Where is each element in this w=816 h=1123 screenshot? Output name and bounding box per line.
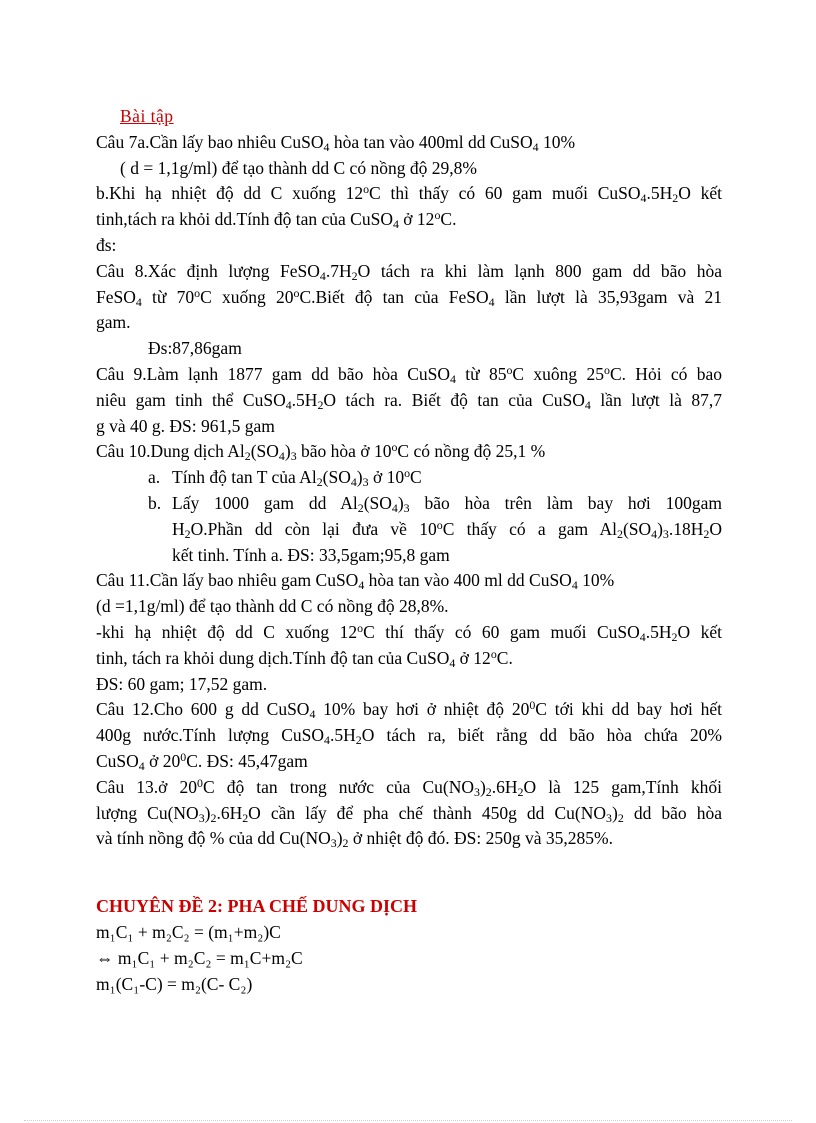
problem-11-l1: Câu 11.Cần lấy bao nhiêu gam CuSO$_4$ hòa tan vào 400 ml dd CuSO$_4$ 10% [96, 570, 615, 593]
problem-7 [96, 130, 722, 259]
page-bottom-divider [24, 1120, 792, 1121]
problem-10 [96, 439, 722, 568]
problem-13 [96, 775, 722, 852]
problem-10-item-b-l3: kết tinh. Tính a. ĐS: 33,5gam;95,8 gam [172, 544, 450, 565]
item-a-marker: a. [148, 467, 161, 488]
problem-9 [96, 362, 722, 439]
problem-9-l3: g và 40 g. ĐS: 961,5 gam [96, 415, 275, 436]
problem-9-l2: niêu gam tinh thể $CuSO_4.5H_2O$ tách ra. Biết độ tan của CuSO$_4$ lần lượt là 87,7 [96, 389, 722, 412]
problem-10-label: Câu 10. [96, 441, 151, 462]
formula-1: m₁C₁ + m₂C₂ = (m₁+m₂)C [96, 921, 281, 942]
problem-10-item-b-l1: b. Lấy 1000 gam dd $Al_2(SO_4)_3$ bão hòa trên làm bay hơi 100gam [148, 492, 722, 515]
problem-12-l3: CuSO$_4$ ở $20^0C$. ĐS: 45,47gam [96, 749, 308, 773]
section-title: Bài tập [120, 106, 174, 126]
problem-8-l1: Câu 8.Xác định lượng $FeSO_4.7H_2O$ tách ra khi làm lạnh 800 gam dd bão hòa [96, 260, 722, 283]
problem-13-l3: và tính nồng độ % của dd $Cu(NO_3)_2$ ở nhiệt độ đó. ĐS: 250g và 35,285%. [96, 828, 613, 851]
problem-13-l1: Câu 13.ở $20^0C$ độ tan trong nước của $Cu(NO_3)_2.6H_2O$ là 125 gam,Tính khối [96, 775, 722, 799]
problem-8-label: Câu 8. [96, 260, 148, 281]
problem-7-label: Câu 7a. [96, 131, 150, 152]
problem-10-l1: Câu 10.Dung dịch $Al_2(SO_4)_3$ bão hòa ở 10$^o$C có nồng độ 25,1 % [96, 440, 546, 464]
formula-2: ⇔ m₁C₁ + m₂C₂ = m₁C+m₂C [96, 947, 303, 968]
problem-7-part-b-l1: b.Khi hạ nhiệt độ dd C xuống 12$^o$C thì thấy có 60 gam muối $CuSO_4.5H_2O$ kết [96, 182, 722, 206]
problem-10-item-a: a. Tính độ tan T của $Al_2(SO_4)_3$ ở 10$^o$C [148, 466, 422, 490]
problem-12-l2: 400g nước.Tính lượng $CuSO_4.5H_2O$ tách ra, biết rằng dd bão hòa chứa 20% [96, 725, 723, 748]
problem-7-text: Cần lấy bao nhiêu CuSO$_4$ hòa tan vào 400ml dd CuSO$_4$ 10% [149, 131, 576, 154]
problem-13-label: Câu 13. [96, 776, 159, 797]
spacer [96, 852, 722, 894]
problem-7-part-b-l2: tinh,tách ra khỏi dd.Tính độ tan của CuSO$_4$ ở 12$^o$C. [96, 208, 457, 232]
chapter-heading: CHUYÊN ĐỀ 2: PHA CHẾ DUNG DỊCH [96, 896, 418, 917]
problem-9-l1: Câu 9.Làm lạnh 1877 gam dd bão hòa CuSO$_4$ từ 85$^o$C xuông 25$^o$C. Hỏi có bao [96, 363, 722, 386]
problem-8-l2: FeSO$_4$ từ 70$^o$C xuống 20$^o$C.Biết độ tan của FeSO$_4$ lần lượt là 35,93gam và 21 [96, 285, 722, 309]
problem-7-detail: ( d = 1,1g/ml) để tạo thành dd C có nồng độ 29,8% [120, 157, 477, 178]
problem-9-label: Câu 9. [96, 363, 147, 384]
problem-11-label: Câu 11. [96, 570, 150, 591]
problem-11-answer: ĐS: 60 gam; 17,52 gam. [96, 673, 268, 694]
problem-11-part-b-l1: -khi hạ nhiệt độ dd C xuống 12$^o$C thí thấy có 60 gam muối $CuSO_4.5H_2O$ kết [96, 621, 722, 644]
problem-8-answer: Đs:87,86gam [148, 338, 242, 359]
problem-8-l3: gam. [96, 312, 131, 333]
problem-11-detail: (d =1,1g/ml) để tạo thành dd C có nồng độ 28,8%. [96, 596, 449, 617]
problem-12-l1: Câu 12.Cho 600 g dd CuSO$_4$ 10% bay hơi ở nhiệt độ $20^0C$ tới khi dd bay hơi hết [96, 698, 722, 722]
problem-8 [96, 259, 722, 362]
problem-12 [96, 697, 722, 774]
problem-11 [96, 568, 722, 697]
document-page [96, 104, 722, 997]
item-b-marker: b. [148, 492, 162, 513]
problem-7-answer-label: đs: [96, 234, 117, 255]
problem-12-label: Câu 12. [96, 699, 154, 720]
problem-13-l2: lượng $Cu(NO_3)_2.6H_2O$ cần lấy để pha chế thành 450g dd $Cu(NO_3)_2$ dd bão hòa [96, 802, 722, 825]
problem-11-part-b-l2: tinh, tách ra khỏi dung dịch.Tính độ tan của CuSO$_4$ ở 12$^o$C. [96, 646, 513, 670]
formula-3: m₁(C₁-C) = m₂(C- C₂) [96, 973, 253, 994]
problem-10-item-b-l2: $H_2O.Phần$ dd còn lại đưa về 10$^o$C thấy có a gam $Al_2(SO_4)_3.18H_2O$ [172, 517, 722, 541]
